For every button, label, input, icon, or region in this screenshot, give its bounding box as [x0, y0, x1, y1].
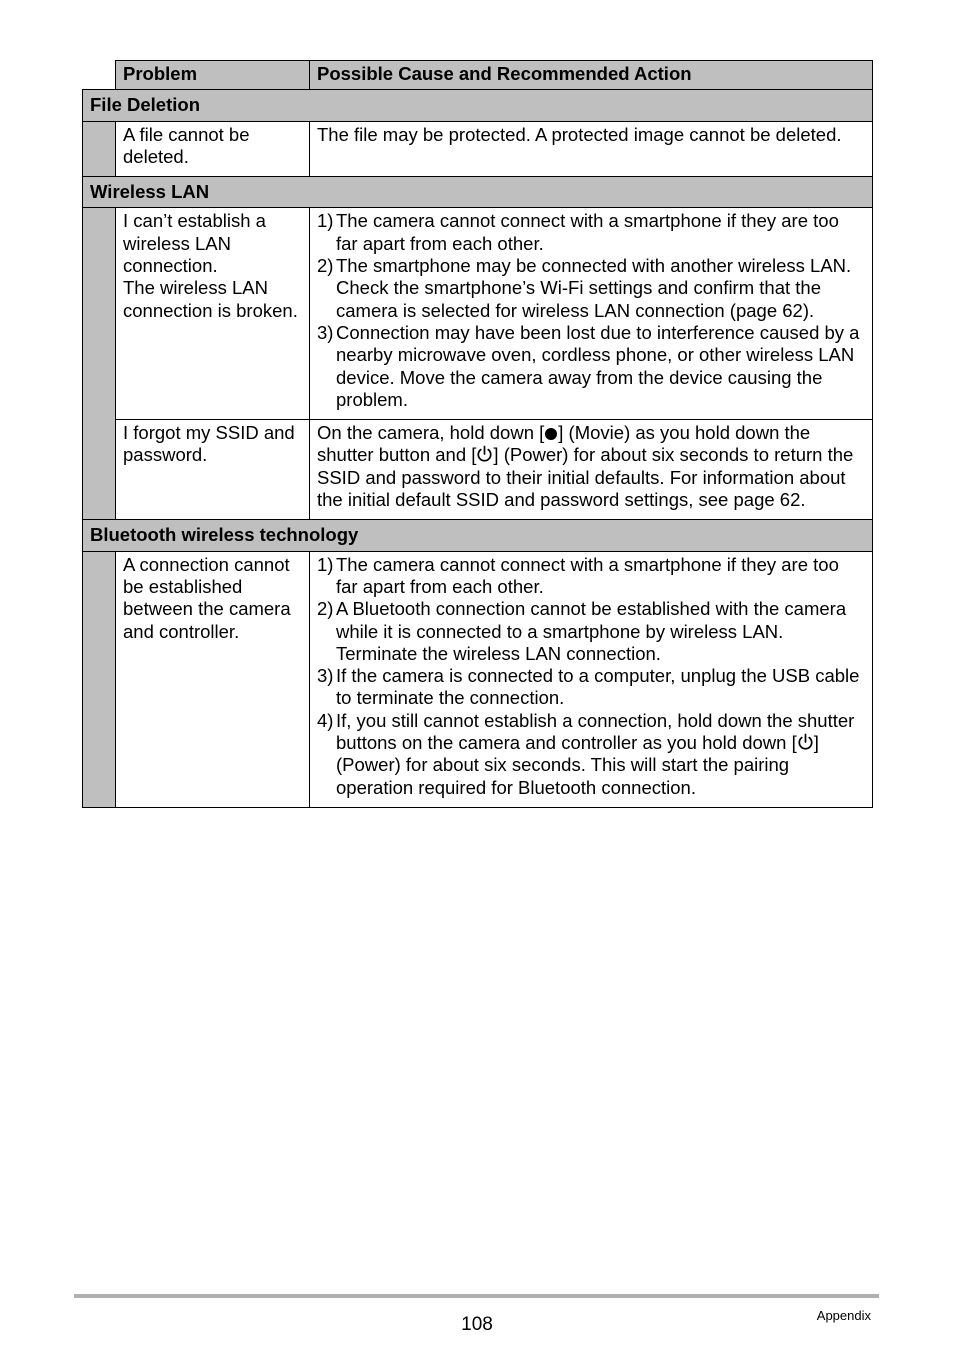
item-text: A Bluetooth connection cannot be established with the camera while it is connected to a smartphone by wireless LAN. Terminate the wireless LAN connection. — [336, 598, 847, 664]
action-cell — [310, 208, 873, 420]
problem-cell: A file cannot be deleted. — [116, 121, 310, 177]
action-text-part: On the camera, hold down [ — [317, 422, 545, 444]
list-item — [317, 255, 865, 322]
item-text-part: If, you still cannot establish a connection, hold down the shutter buttons on the camera and controller as you hold down [ — [336, 709, 855, 754]
item-text-part: ] (Power) for about six seconds. This will start the pairing operation required for Bluetooth connection. — [336, 732, 819, 798]
table-row — [83, 121, 873, 177]
section-title-file-deletion: File Deletion — [83, 90, 873, 121]
header-problem: Problem — [116, 61, 310, 90]
table-row — [83, 551, 873, 807]
item-text: The camera cannot connect with a smartphone if they are too far apart from each other. — [336, 553, 839, 597]
section-side-bar — [83, 551, 116, 807]
section-side-bar — [83, 121, 116, 177]
section-row-bluetooth — [83, 520, 873, 551]
item-text: If the camera is connected to a computer, unplug the USB cable to terminate the connection. — [336, 665, 860, 709]
list-item — [317, 554, 865, 599]
section-side-bar — [83, 208, 116, 520]
section-row-file-deletion — [83, 90, 873, 121]
section-label: Appendix — [816, 1308, 871, 1323]
power-icon — [797, 733, 814, 751]
item-number: 2) — [317, 598, 334, 620]
list-item — [317, 598, 865, 665]
record-dot-icon — [544, 427, 558, 441]
table-row — [83, 420, 873, 520]
action-text-part: ] (Power) for about six seconds to return the SSID and password to their initial defaults. For information about the initial default SSID and password settings, see page 62. — [317, 444, 854, 511]
problem-cell: A connection cannot be established between the camera and controller. — [116, 551, 310, 807]
item-text — [336, 710, 865, 799]
list-item — [317, 710, 865, 799]
item-number: 1) — [317, 553, 334, 575]
troubleshooting-table — [82, 60, 873, 808]
item-text: The camera cannot connect with a smartphone if they are too far apart from each other. — [336, 210, 839, 254]
action-cell — [310, 551, 873, 807]
item-text: Connection may have been lost due to interference caused by a nearby microwave oven, cordless phone, or other wireless LAN device. Move the camera away from the device causing the problem. — [336, 321, 860, 410]
list-item — [317, 665, 865, 710]
item-number: 3) — [317, 321, 334, 343]
section-title-wireless-lan: Wireless LAN — [83, 177, 873, 208]
header-action: Possible Cause and Recommended Action — [310, 61, 873, 90]
table-row — [83, 208, 873, 420]
section-title-bluetooth: Bluetooth wireless technology — [83, 520, 873, 551]
action-cell: The file may be protected. A protected image cannot be deleted. — [310, 121, 873, 177]
problem-cell: I forgot my SSID and password. — [116, 420, 310, 520]
action-text-part: ] (Movie) as you hold down the shutter button and [ — [317, 422, 811, 466]
power-icon — [476, 445, 493, 463]
footer-divider — [74, 1294, 879, 1298]
action-cell — [310, 420, 873, 520]
item-number: 1) — [317, 210, 334, 232]
item-text: The smartphone may be connected with another wireless LAN. Check the smartphone’s Wi-Fi settings and confirm that the camera is selected for wireless LAN connection (page 62). — [336, 255, 852, 321]
item-number: 2) — [317, 255, 334, 277]
problem-cell: I can’t establish a wireless LAN connection. The wireless LAN connection is broken. — [116, 208, 310, 420]
section-row-wireless-lan — [83, 177, 873, 208]
item-number: 3) — [317, 665, 334, 687]
item-number: 4) — [317, 709, 334, 731]
list-item — [317, 210, 865, 255]
list-item — [317, 322, 865, 411]
header-blank-cell — [83, 61, 116, 90]
page-number: 108 — [461, 1314, 493, 1335]
table-header-row — [83, 61, 873, 90]
